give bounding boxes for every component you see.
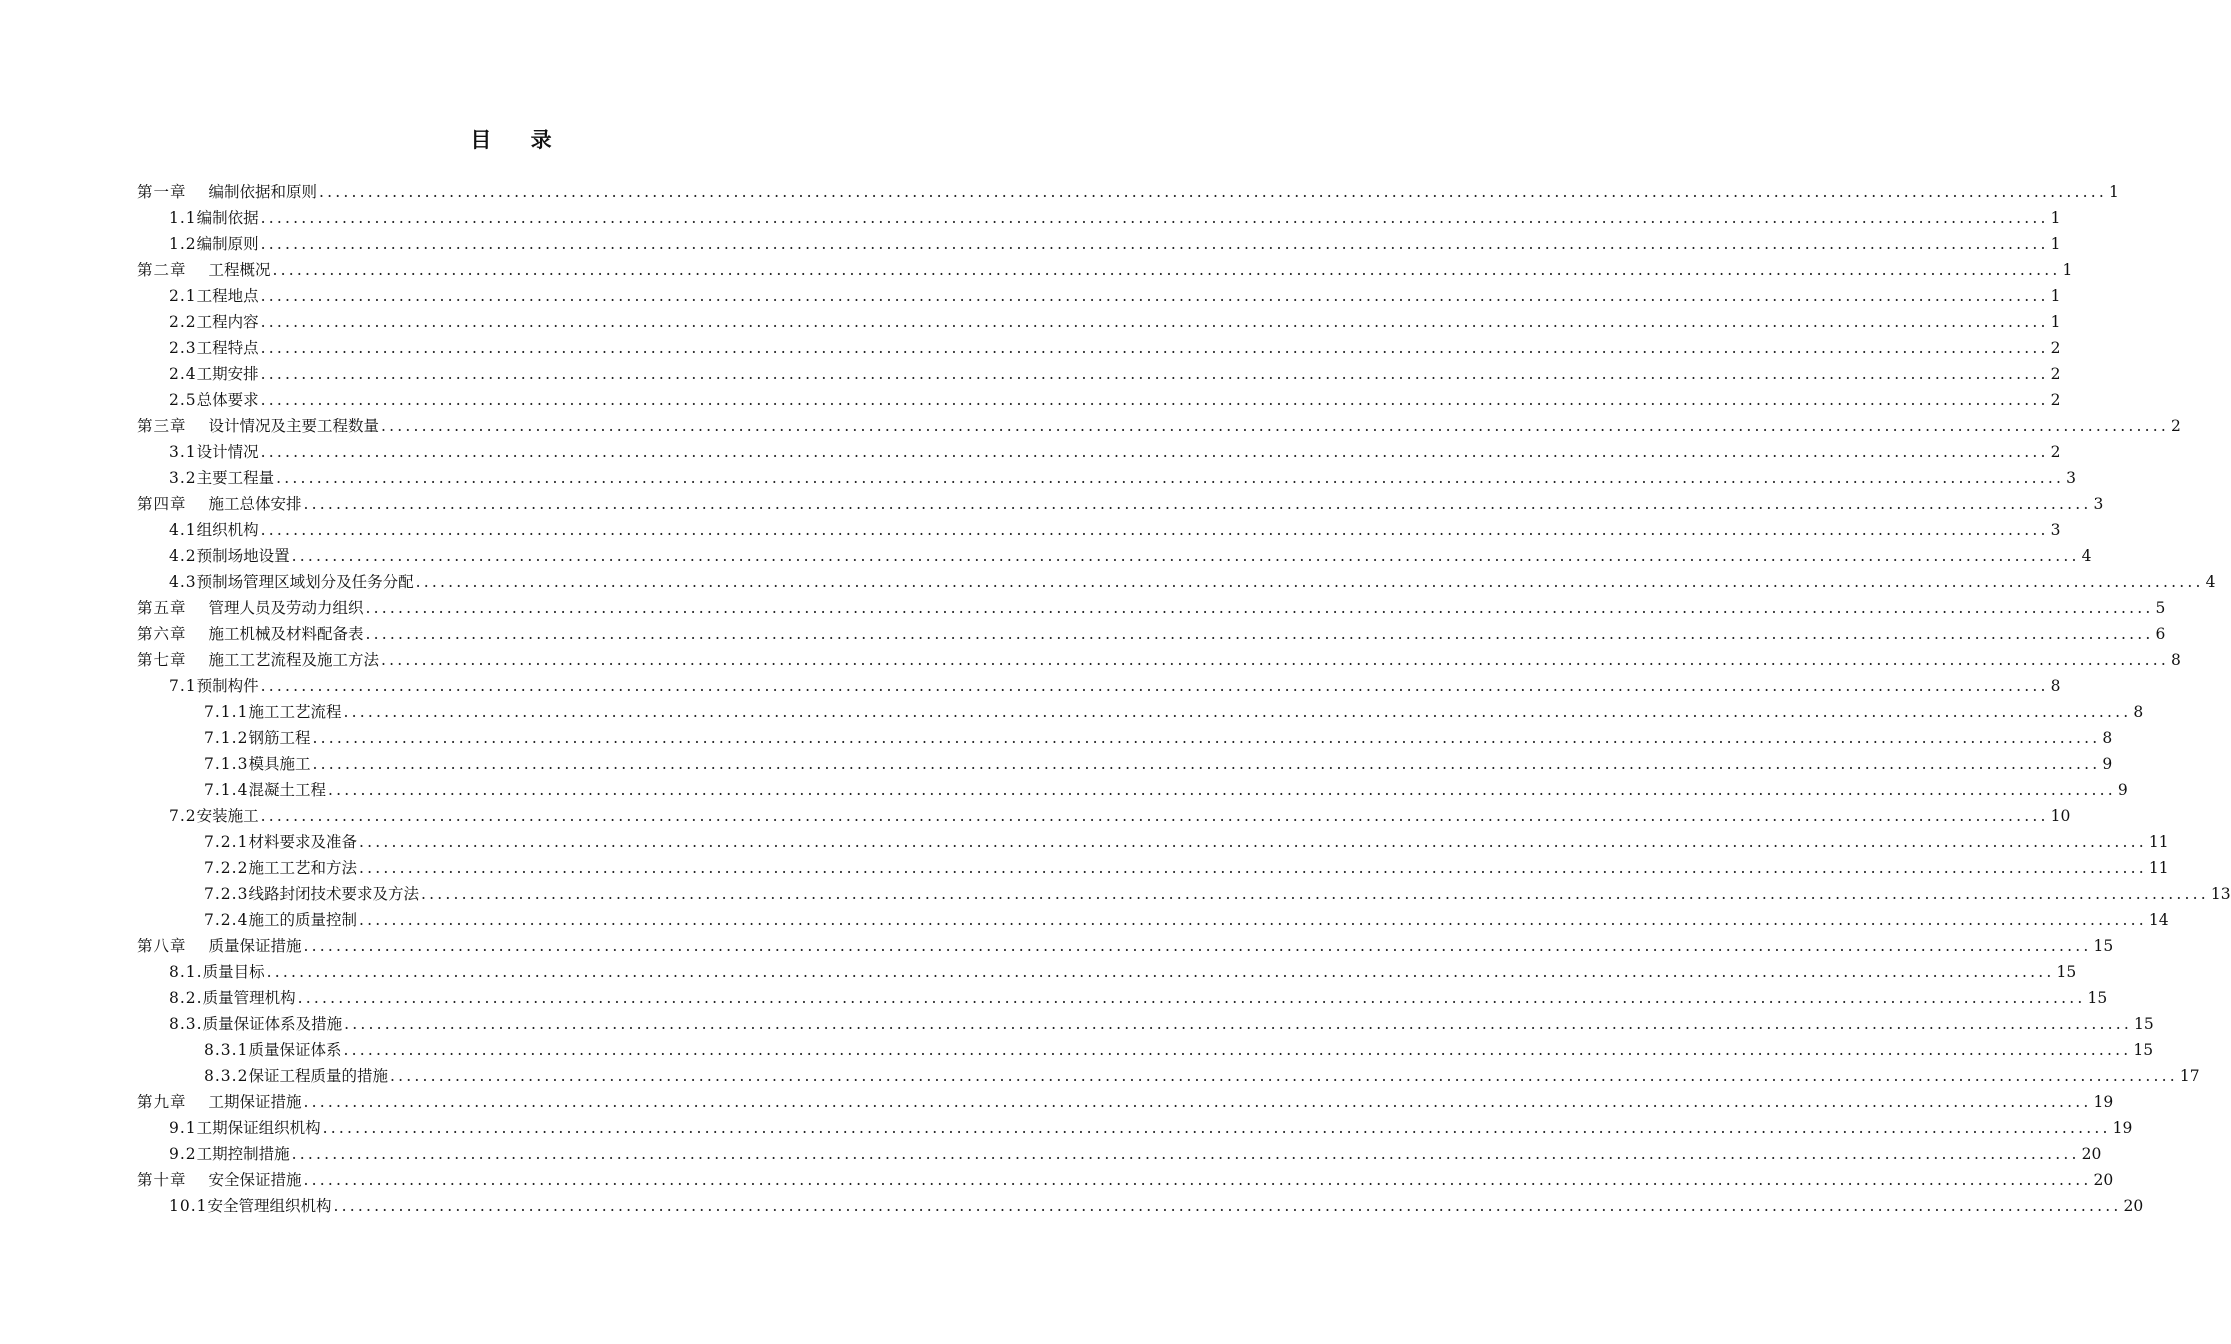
toc-entry-page-number: 3 [2066, 469, 2076, 487]
dot-leader: ............................................................................................................................................................................................................................ [260, 677, 2049, 695]
toc-entry-title: 质量目标 [202, 963, 265, 981]
dot-leader: ............................................................................................................................................................................................................................ [322, 1119, 2111, 1137]
toc-entry-title: 安全保证措施 [208, 1171, 302, 1189]
toc-entry-number: 2.3 [169, 339, 197, 357]
toc-entry-page-number: 15 [2093, 937, 2114, 955]
toc-entry-page-number: 1 [2108, 183, 2119, 201]
toc-entry-title: 设计情况及主要工程数量 [208, 417, 380, 435]
toc-entry-page-number: 11 [2148, 859, 2169, 877]
toc-entry-page-number: 1 [2050, 235, 2061, 253]
dot-leader: ............................................................................................................................................................................................................................ [343, 703, 2132, 721]
toc-entry-page-number: 20 [2123, 1197, 2144, 1215]
toc-entry-page-number: 19 [2093, 1093, 2114, 1111]
dot-leader: ............................................................................................................................................................................................................................ [260, 391, 2049, 409]
toc-entry-page-number: 13 [2210, 885, 2231, 903]
toc-entry-heading [204, 1063, 388, 1089]
toc-entry[interactable] [137, 881, 2231, 907]
toc-entry-heading [137, 179, 317, 205]
toc-entry-page-number: 15 [2087, 989, 2108, 1007]
dot-leader: ............................................................................................................................................................................................................................ [266, 963, 2055, 981]
toc-entry-number: 7.2.3 [204, 885, 249, 903]
toc-entry-number: 7.2.1 [204, 833, 249, 851]
toc-entry-heading [204, 881, 419, 907]
toc-entry-heading [169, 465, 274, 491]
toc-entry-number: 第二章 [137, 261, 187, 279]
toc-entry-heading [137, 1167, 302, 1193]
toc-entry-heading [169, 361, 259, 387]
toc-entry-number: 2.2 [169, 313, 197, 331]
dot-leader: ............................................................................................................................................................................................................................ [327, 781, 2116, 799]
toc-entry-number: 2.1 [169, 287, 197, 305]
toc-entry-title: 质量保证措施 [208, 937, 302, 955]
dot-leader: ............................................................................................................................................................................................................................ [420, 885, 2209, 903]
toc-entry-page-number: 1 [2050, 287, 2061, 305]
toc-entry-page-number: 5 [2155, 599, 2166, 617]
toc-entry[interactable] [137, 777, 2128, 803]
toc-entry-title: 施工的质量控制 [248, 911, 357, 929]
toc-entry[interactable] [137, 829, 2169, 855]
toc-entry-title: 编制原则 [196, 235, 259, 253]
toc-entry-heading [204, 751, 310, 777]
dot-leader: ............................................................................................................................................................................................................................ [344, 1015, 2133, 1033]
dot-leader: ............................................................................................................................................................................................................................ [343, 1041, 2132, 1059]
toc-entry-number: 第九章 [137, 1093, 187, 1111]
toc-entry-title: 施工工艺流程 [248, 703, 342, 721]
toc-entry-title: 工期保证组织机构 [196, 1119, 321, 1137]
toc-entry[interactable] [137, 1193, 2144, 1219]
toc-entry-heading [204, 777, 326, 803]
toc-entry-page-number: 20 [2093, 1171, 2114, 1189]
toc-entry-title: 工程概况 [208, 261, 271, 279]
dot-leader: ............................................................................................................................................................................................................................ [297, 989, 2086, 1007]
toc-entry[interactable] [137, 647, 2181, 673]
toc-entry-page-number: 3 [2050, 521, 2061, 539]
toc-entry[interactable] [137, 595, 2166, 621]
toc-entry-page-number: 2 [2170, 417, 2181, 435]
toc-entry-title: 总体要求 [196, 391, 259, 409]
toc-entry[interactable] [137, 621, 2166, 647]
toc-entry-title: 质量保证体系 [248, 1041, 342, 1059]
toc-entry-number: 4.3 [169, 573, 197, 591]
toc-entry-number: 1.2 [169, 235, 197, 253]
toc-entry[interactable] [137, 907, 2169, 933]
toc-entry-title: 保证工程质量的措施 [248, 1067, 388, 1085]
toc-entry-number: 第八章 [137, 937, 187, 955]
toc-entry-heading [137, 621, 364, 647]
toc-entry-page-number: 2 [2050, 443, 2061, 461]
toc-entry-title: 钢筋工程 [248, 729, 311, 747]
toc-entry-title: 安全管理组织机构 [207, 1197, 332, 1215]
toc-entry-page-number: 17 [2179, 1067, 2200, 1085]
dot-leader: ............................................................................................................................................................................................................................ [415, 573, 2204, 591]
toc-entry[interactable] [137, 725, 2113, 751]
toc-entry-page-number: 1 [2050, 209, 2061, 227]
toc-entry-title: 工期保证措施 [208, 1093, 302, 1111]
toc-entry-number: 8.3. [169, 1015, 203, 1033]
toc-entry-heading [169, 205, 259, 231]
dot-leader: ............................................................................................................................................................................................................................ [303, 1093, 2092, 1111]
toc-entry-heading [169, 985, 296, 1011]
dot-leader: ............................................................................................................................................................................................................................ [260, 365, 2049, 383]
toc-entry-page-number: 4 [2081, 547, 2092, 565]
toc-entry-heading [204, 829, 357, 855]
toc-entry-title: 模具施工 [248, 755, 311, 773]
dot-leader: ............................................................................................................................................................................................................................ [365, 599, 2154, 617]
toc-entry-number: 8.3.2 [204, 1067, 249, 1085]
toc-entry-number: 2.4 [169, 365, 197, 383]
toc-entry-number: 第十章 [137, 1171, 187, 1189]
dot-leader: ............................................................................................................................................................................................................................ [260, 235, 2049, 253]
toc-title: 目 录 [470, 127, 568, 152]
toc-entry-title: 工期安排 [196, 365, 259, 383]
dot-leader: ............................................................................................................................................................................................................................ [291, 547, 2080, 565]
dot-leader: ............................................................................................................................................................................................................................ [260, 807, 2049, 825]
toc-entry-number: 第三章 [137, 417, 187, 435]
toc-entry-number: 第五章 [137, 599, 187, 617]
toc-entry[interactable] [137, 491, 2104, 517]
dot-leader: ............................................................................................................................................................................................................................ [260, 443, 2049, 461]
toc-entry-number: 7.2.4 [204, 911, 249, 929]
toc-entry[interactable] [137, 699, 2144, 725]
toc-entry-heading [169, 387, 259, 413]
dot-leader: ............................................................................................................................................................................................................................ [272, 261, 2061, 279]
toc-entry[interactable] [137, 361, 2061, 387]
toc-entry-number: 7.1.2 [204, 729, 249, 747]
toc-entry[interactable] [137, 1089, 2114, 1115]
toc-entry[interactable] [137, 1063, 2200, 1089]
toc-entry-title: 施工工艺和方法 [248, 859, 357, 877]
toc-entry[interactable] [137, 335, 2061, 361]
toc-entry-number: 7.1.3 [204, 755, 249, 773]
toc-entry-title: 施工工艺流程及施工方法 [208, 651, 380, 669]
toc-entry[interactable] [137, 959, 2077, 985]
toc-entry[interactable] [137, 1141, 2102, 1167]
toc-entry-heading [169, 309, 259, 335]
toc-entry-heading [169, 283, 259, 309]
toc-entry-page-number: 15 [2056, 963, 2077, 981]
toc-entry-heading [169, 543, 290, 569]
toc-entry-heading [137, 257, 271, 283]
toc-entry-number: 4.2 [169, 547, 197, 565]
toc-entry-heading [169, 1193, 332, 1219]
toc-entry-page-number: 8 [2133, 703, 2144, 721]
toc-entry[interactable] [137, 673, 2061, 699]
toc-entry-page-number: 2 [2050, 339, 2061, 357]
toc-entry-heading [169, 335, 259, 361]
dot-leader: ............................................................................................................................................................................................................................ [303, 1171, 2092, 1189]
dot-leader: ............................................................................................................................................................................................................................ [365, 625, 2154, 643]
dot-leader: ............................................................................................................................................................................................................................ [319, 183, 2107, 201]
toc-entry-heading [169, 517, 259, 543]
dot-leader: ............................................................................................................................................................................................................................ [381, 417, 2169, 435]
dot-leader: ............................................................................................................................................................................................................................ [312, 755, 2101, 773]
dot-leader: ............................................................................................................................................................................................................................ [276, 469, 2065, 487]
dot-leader: ............................................................................................................................................................................................................................ [260, 313, 2049, 331]
toc-entry-number: 8.1. [169, 963, 203, 981]
toc-entry-title: 混凝土工程 [248, 781, 326, 799]
toc-entry-heading [204, 907, 357, 933]
toc-entry[interactable] [137, 803, 2071, 829]
toc-entry-number: 7.2.2 [204, 859, 249, 877]
toc-entry[interactable] [137, 205, 2061, 231]
dot-leader: ............................................................................................................................................................................................................................ [303, 495, 2092, 513]
toc-entry[interactable] [137, 569, 2216, 595]
toc-entry[interactable] [137, 257, 2073, 283]
toc-entry-title: 工程内容 [196, 313, 259, 331]
toc-entry-title: 材料要求及准备 [248, 833, 357, 851]
toc-entry-page-number: 14 [2148, 911, 2169, 929]
toc-entry[interactable] [137, 1037, 2154, 1063]
toc-entry-heading [204, 1037, 341, 1063]
toc-entry-number: 10.1 [169, 1197, 208, 1215]
toc-entry[interactable] [137, 985, 2108, 1011]
toc-entry-number: 1.1 [169, 209, 197, 227]
toc-entry-heading [137, 491, 302, 517]
dot-leader: ............................................................................................................................................................................................................................ [260, 287, 2049, 305]
toc-entry-heading [137, 933, 302, 959]
toc-entry-title: 主要工程量 [196, 469, 275, 487]
toc-entry-page-number: 8 [2050, 677, 2061, 695]
toc-entry-title: 工期控制措施 [196, 1145, 290, 1163]
toc-entry-heading [169, 1011, 342, 1037]
toc-entry-page-number: 1 [2050, 313, 2061, 331]
toc-entry[interactable] [137, 387, 2061, 413]
toc-entry[interactable] [137, 751, 2113, 777]
toc-entry-title: 预制场管理区域划分及任务分配 [196, 573, 414, 591]
toc-entry-title: 施工机械及材料配备表 [208, 625, 364, 643]
dot-leader: ............................................................................................................................................................................................................................ [381, 651, 2169, 669]
toc-entry[interactable] [137, 179, 2119, 205]
toc-entry-title: 预制场地设置 [196, 547, 290, 565]
toc-entry-number: 8.2. [169, 989, 203, 1007]
toc-entry-number: 3.1 [169, 443, 197, 461]
toc-entry-number: 3.2 [169, 469, 197, 487]
toc-entry-page-number: 8 [2102, 729, 2113, 747]
toc-entry-heading [204, 855, 357, 881]
toc-entry-title: 组织机构 [196, 521, 259, 539]
toc-entry-heading [169, 1141, 290, 1167]
toc-entry-page-number: 11 [2148, 833, 2169, 851]
toc-entry-heading [137, 647, 379, 673]
toc-entry-page-number: 15 [2134, 1015, 2154, 1033]
toc-entry-title: 施工总体安排 [208, 495, 302, 513]
toc-entry-page-number: 8 [2170, 651, 2181, 669]
dot-leader: ............................................................................................................................................................................................................................ [260, 209, 2049, 227]
toc-entry-number: 第七章 [137, 651, 187, 669]
toc-entry-title: 安装施工 [196, 807, 259, 825]
toc-entry-number: 8.3.1 [204, 1041, 249, 1059]
toc-entry[interactable] [137, 1011, 2154, 1037]
dot-leader: ............................................................................................................................................................................................................................ [358, 833, 2147, 851]
toc-entry-heading [137, 413, 379, 439]
dot-leader: ............................................................................................................................................................................................................................ [260, 339, 2049, 357]
toc-entry[interactable] [137, 1167, 2114, 1193]
toc-entry-title: 编制依据 [196, 209, 259, 227]
toc-entry[interactable] [137, 1115, 2133, 1141]
toc-entry-page-number: 2 [2050, 365, 2061, 383]
toc-entry-number: 第四章 [137, 495, 187, 513]
toc-entry-title: 线路封闭技术要求及方法 [248, 885, 419, 903]
toc-entry-number: 第一章 [137, 183, 187, 201]
toc-entry-title: 预制构件 [196, 677, 259, 695]
toc-entry[interactable] [137, 465, 2076, 491]
toc-entry-number: 9.2 [169, 1145, 197, 1163]
toc-entry[interactable] [137, 933, 2114, 959]
toc-entry-heading [169, 959, 265, 985]
toc-entry-title: 工程地点 [196, 287, 259, 305]
toc-entry-page-number: 4 [2205, 573, 2216, 591]
table-of-contents [137, 179, 2231, 1219]
toc-entry[interactable] [137, 231, 2061, 257]
toc-entry-number: 7.1 [169, 677, 197, 695]
toc-entry-number: 7.2 [169, 807, 197, 825]
toc-entry-number: 第六章 [137, 625, 187, 643]
toc-entry-title: 质量保证体系及措施 [202, 1015, 343, 1033]
toc-entry-page-number: 3 [2093, 495, 2104, 513]
toc-entry-page-number: 20 [2081, 1145, 2102, 1163]
toc-entry-page-number: 1 [2062, 261, 2073, 279]
toc-entry-heading [169, 1115, 321, 1141]
toc-entry-title: 设计情况 [196, 443, 259, 461]
toc-entry-number: 4.1 [169, 521, 197, 539]
dot-leader: ............................................................................................................................................................................................................................ [358, 859, 2147, 877]
toc-entry[interactable] [137, 517, 2061, 543]
toc-entry-title: 工程特点 [196, 339, 259, 357]
toc-entry-heading [204, 725, 310, 751]
dot-leader: ............................................................................................................................................................................................................................ [303, 937, 2092, 955]
dot-leader: ............................................................................................................................................................................................................................ [358, 911, 2147, 929]
toc-entry[interactable] [137, 855, 2169, 881]
toc-entry-number: 2.5 [169, 391, 197, 409]
toc-entry-heading [169, 803, 259, 829]
toc-entry[interactable] [137, 543, 2092, 569]
dot-leader: ............................................................................................................................................................................................................................ [389, 1067, 2178, 1085]
toc-entry-page-number: 19 [2112, 1119, 2133, 1137]
toc-entry-heading [137, 595, 364, 621]
toc-entry-number: 7.1.4 [204, 781, 249, 799]
toc-entry[interactable] [137, 309, 2061, 335]
toc-entry-title: 编制依据和原则 [208, 183, 318, 201]
toc-entry-page-number: 2 [2050, 391, 2061, 409]
toc-entry[interactable] [137, 283, 2061, 309]
toc-entry-heading [137, 1089, 302, 1115]
toc-entry-number: 7.1.1 [204, 703, 249, 721]
dot-leader: ............................................................................................................................................................................................................................ [312, 729, 2101, 747]
toc-entry-title: 管理人员及劳动力组织 [208, 599, 364, 617]
toc-entry-heading [204, 699, 341, 725]
dot-leader: ............................................................................................................................................................................................................................ [291, 1145, 2080, 1163]
toc-entry-page-number: 6 [2155, 625, 2166, 643]
toc-entry-page-number: 10 [2050, 807, 2071, 825]
toc-entry-heading [169, 439, 259, 465]
toc-entry-heading [169, 231, 259, 257]
dot-leader: ............................................................................................................................................................................................................................ [260, 521, 2049, 539]
toc-entry-heading [169, 569, 414, 595]
toc-entry[interactable] [137, 439, 2061, 465]
dot-leader: ............................................................................................................................................................................................................................ [333, 1197, 2122, 1215]
toc-entry-number: 9.1 [169, 1119, 197, 1137]
toc-entry-page-number: 15 [2133, 1041, 2154, 1059]
toc-entry-page-number: 9 [2102, 755, 2113, 773]
toc-entry-page-number: 9 [2117, 781, 2128, 799]
toc-entry[interactable] [137, 413, 2181, 439]
toc-entry-title: 质量管理机构 [202, 989, 296, 1007]
toc-entry-heading [169, 673, 259, 699]
